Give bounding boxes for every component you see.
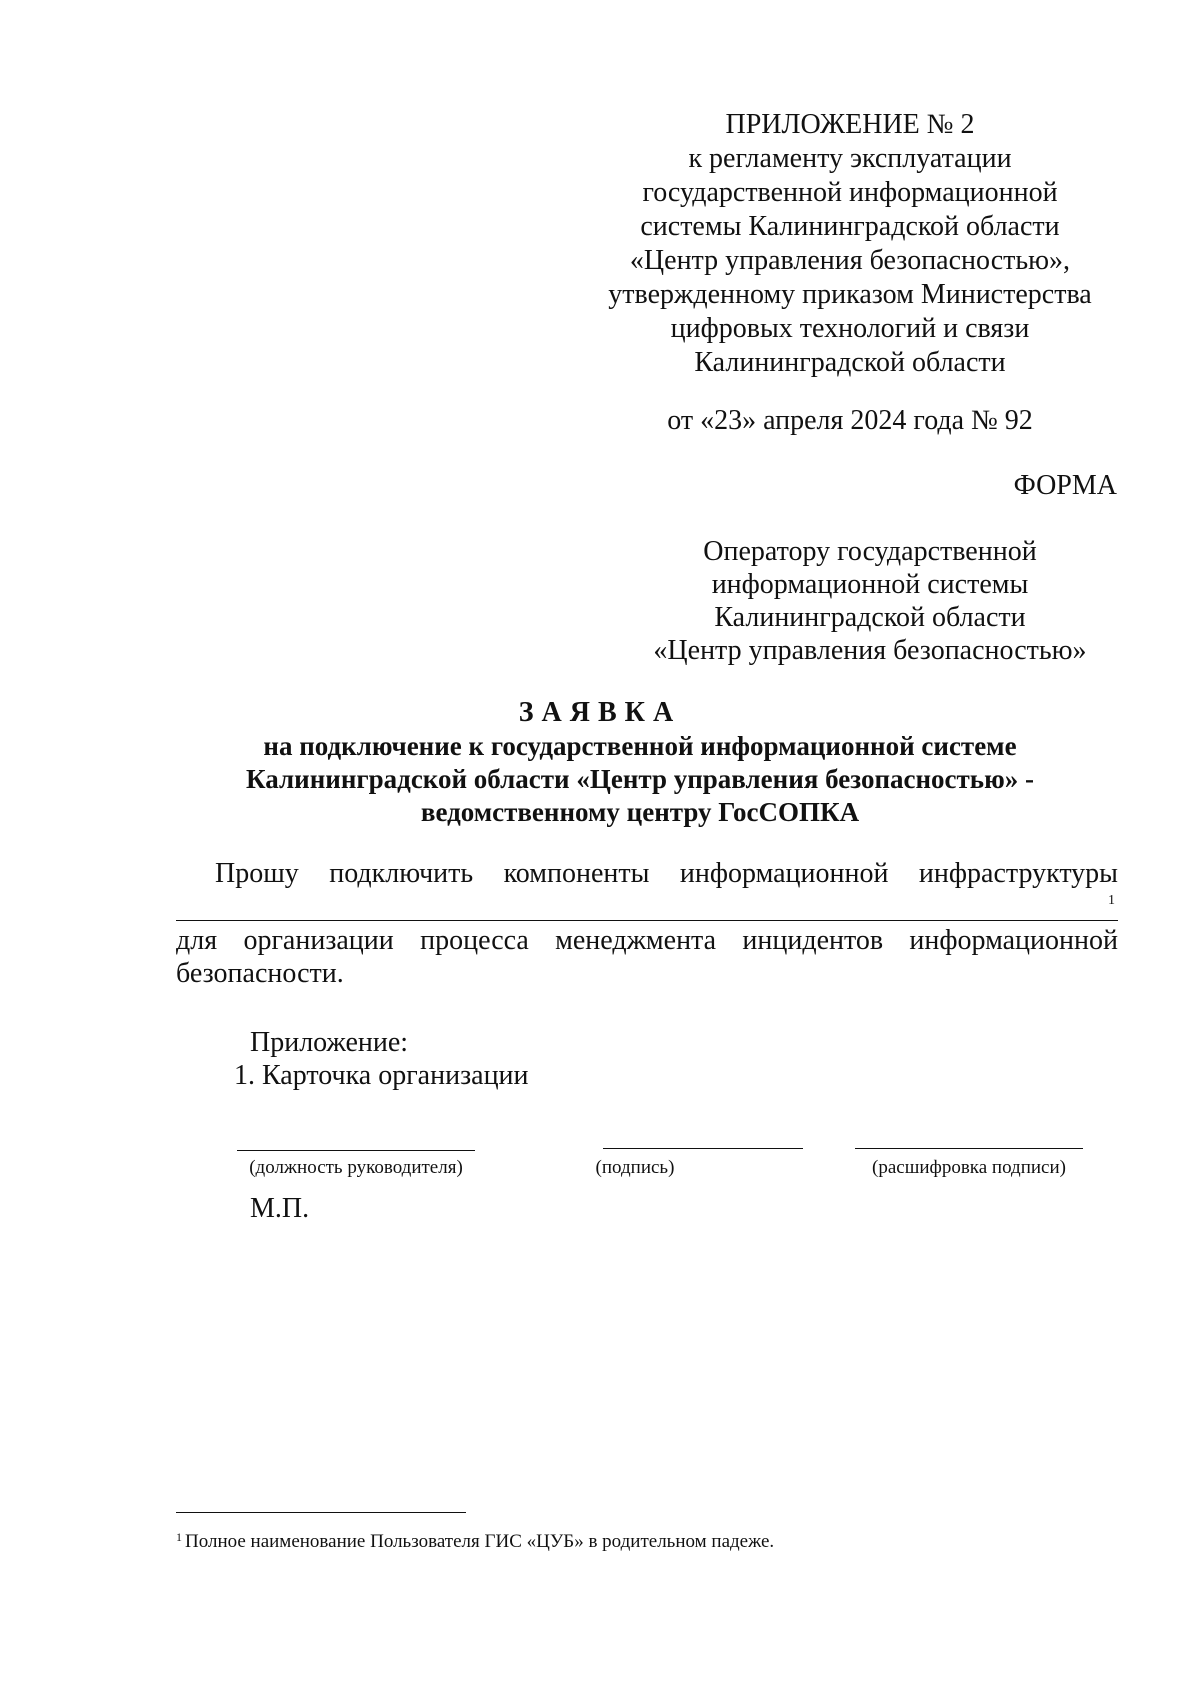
appendix-title: ПРИЛОЖЕНИЕ № 2 — [725, 109, 975, 140]
footnote-text: Полное наименование Пользователя ГИС «ЦУБ» в родительном падеже. — [185, 1531, 775, 1552]
body-line-1 — [215, 858, 1118, 890]
request-title: ЗАЯВКА — [518, 697, 682, 728]
body-word: инфраструктуры — [918, 858, 1118, 889]
appendix-line: цифровых технологий и связи — [670, 313, 1030, 344]
body-word: подключить — [329, 858, 474, 889]
body-word: информационной — [909, 925, 1118, 956]
addressee-line: Оператору государственной — [703, 536, 1037, 567]
appendix-line: утвержденному приказом Министерства — [608, 279, 1092, 310]
footnote-reference: 1 — [1108, 893, 1115, 908]
attachment-item: 1. Карточка организации — [234, 1060, 529, 1091]
transcript-caption: (расшифровка подписи) — [872, 1157, 1066, 1178]
request-subtitle-line: ведомственному центру ГосСОПКА — [420, 797, 860, 827]
body-word: Прошу — [215, 858, 299, 889]
form-label: ФОРМА — [1013, 470, 1117, 501]
appendix-line: к регламенту эксплуатации — [688, 143, 1012, 174]
appendix-date: от «23» апреля 2024 года № 92 — [667, 405, 1033, 436]
body-word: процесса — [420, 925, 529, 956]
body-word: компоненты — [503, 858, 650, 889]
footnote-number: 1 — [176, 1530, 182, 1544]
request-subtitle-line: Калининградской области «Центр управления безопасностью» - — [246, 764, 1034, 794]
addressee-block — [580, 535, 1160, 667]
addressee-line: информационной системы — [711, 569, 1029, 600]
appendix-line: системы Калининградской области — [640, 211, 1060, 242]
position-signature-line[interactable] — [237, 1150, 475, 1151]
body-word: организации — [243, 925, 394, 956]
attachments-label: Приложение: — [250, 1027, 409, 1058]
appendix-line: Калининградской области — [694, 347, 1006, 378]
organization-name-fill-line[interactable] — [176, 920, 1118, 921]
addressee-line: Калининградской области — [714, 602, 1026, 633]
footnote-separator — [176, 1512, 466, 1513]
footnote — [176, 1530, 774, 1553]
appendix-line: «Центр управления безопасностью», — [629, 245, 1071, 276]
body-word: для — [176, 925, 218, 956]
addressee-line: «Центр управления безопасностью» — [653, 635, 1087, 666]
request-subtitle-line: на подключение к государственной информационной системе — [263, 731, 1017, 761]
body-word: информационной — [679, 858, 889, 889]
appendix-header — [560, 108, 1140, 380]
position-caption: (должность руководителя) — [249, 1157, 463, 1178]
body-line-2 — [176, 925, 1118, 957]
request-subtitle — [175, 730, 1105, 829]
body-word: инцидентов — [742, 925, 884, 956]
appendix-line: государственной информационной — [642, 177, 1058, 208]
body-word: менеджмента — [555, 925, 717, 956]
body-line-3: безопасности. — [176, 958, 344, 989]
transcript-signature-line[interactable] — [855, 1148, 1083, 1149]
signature-caption: (подпись) — [595, 1157, 675, 1178]
stamp-label: М.П. — [250, 1193, 310, 1224]
signature-line[interactable] — [603, 1148, 803, 1149]
